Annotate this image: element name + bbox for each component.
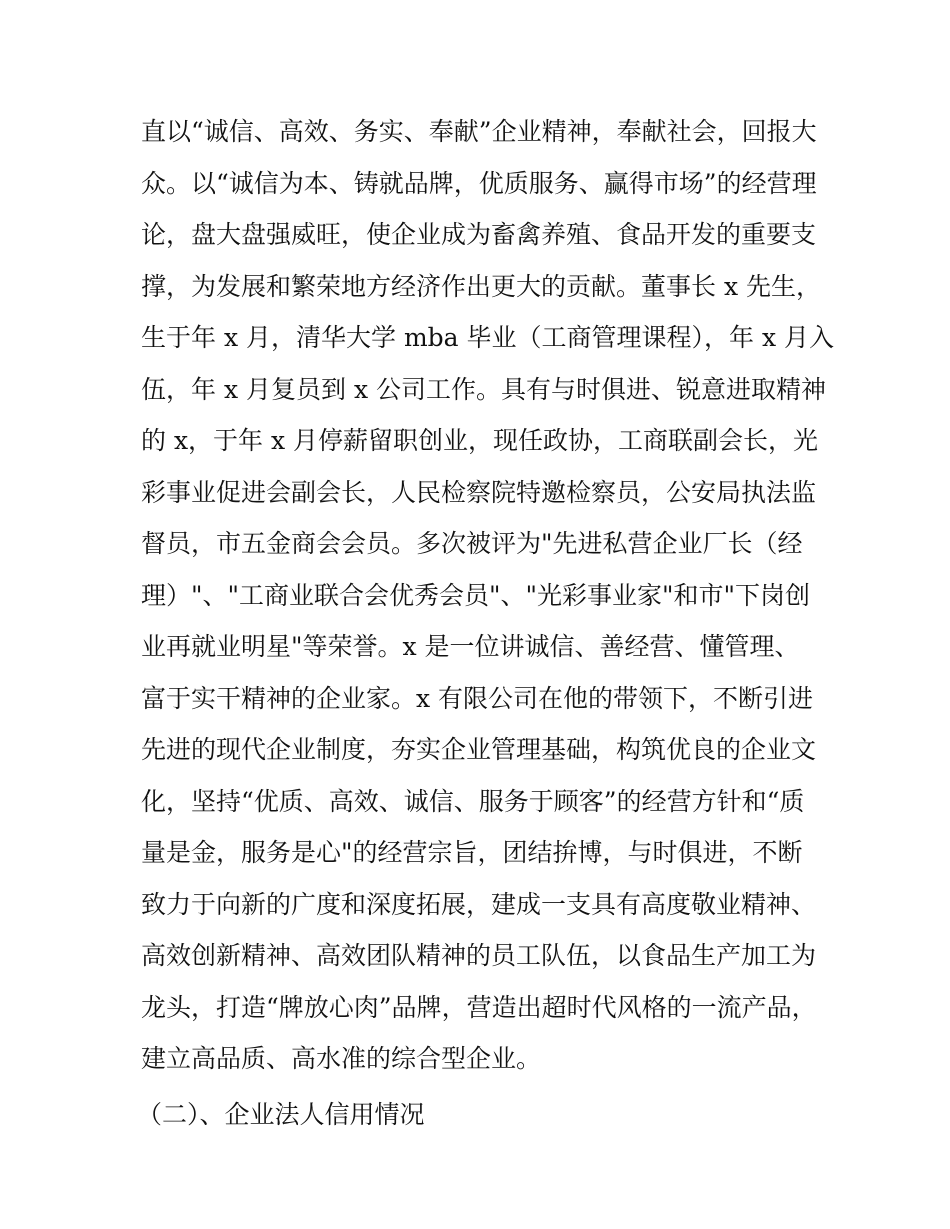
paragraph-line: 业再就业明星"等荣誉。x 是一位讲诚信、善经营、懂管理、 <box>141 632 800 661</box>
paragraph-line: 富于实干精神的企业家。x 有限公司在他的带领下，不断引进 <box>141 683 814 713</box>
paragraph-line: 撑，为发展和繁荣地方经济作出更大的贡献。董事长 x 先生， <box>141 271 821 301</box>
paragraph-line: 直以“诚信、高效、务实、奉献”企业精神，奉献社会，回报大 <box>141 117 817 146</box>
section-heading: （二）、企业法人信用情况 <box>137 1099 425 1129</box>
paragraph-line: 高效创新精神、高效团队精神的员工队伍，以食品生产加工为 <box>141 941 817 970</box>
paragraph-line: 量是金，服务是心"的经营宗旨，团结拚博，与时俱进，不断 <box>141 838 803 867</box>
paragraph-line: 论，盘大盘强威旺，使企业成为畜禽养殖、食品开发的重要支 <box>141 220 817 249</box>
document-body <box>137 106 834 1145</box>
paragraph-line: 督员，市五金商会会员。多次被评为"先进私营企业厂长（经 <box>141 529 803 558</box>
paragraph-line: 先进的现代企业制度，夯实企业管理基础，构筑优良的企业文 <box>141 735 817 764</box>
paragraph-line: 生于年 x 月，清华大学 mba 毕业（工商管理课程），年 x 月入 <box>141 323 834 352</box>
paragraph-line: 彩事业促进会副会长，人民检察院特邀检察员，公安局执法监 <box>141 477 817 507</box>
paragraph-line: 建立高品质、高水准的综合型企业。 <box>141 1044 542 1073</box>
paragraph-line: 化，坚持“优质、高效、诚信、服务于顾客”的经营方针和“质 <box>141 786 805 816</box>
paragraph-line: 众。以“诚信为本、铸就品牌，优质服务、赢得市场”的经营理 <box>141 168 817 198</box>
paragraph-line: 伍，年 x 月复员到 x 公司工作。具有与时俱进、锐意进取精神 <box>141 374 826 404</box>
paragraph-line: 的 x，于年 x 月停薪留职创业，现任政协，工商联副会长，光 <box>141 426 819 455</box>
paragraph-line: 龙头，打造“牌放心肉”品牌，营造出超时代风格的一流产品， <box>141 992 817 1022</box>
paragraph-line: 致力于向新的广度和深度拓展，建成一支具有高度敬业精神、 <box>141 889 817 919</box>
paragraph-line: 理）"、"工商业联合会优秀会员"、"光彩事业家"和市"下岗创 <box>141 580 810 610</box>
